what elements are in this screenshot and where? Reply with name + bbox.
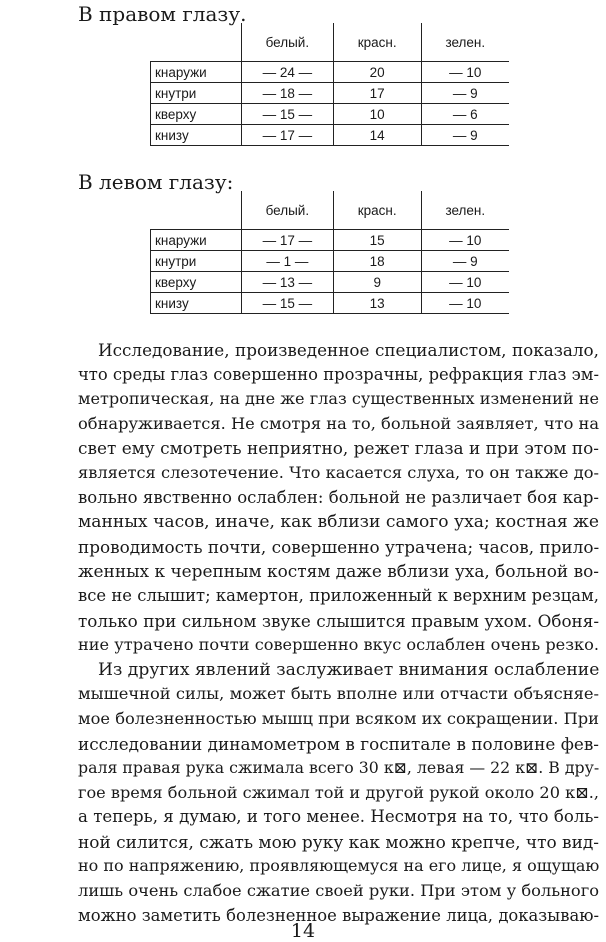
cell-red: 17	[333, 83, 421, 104]
cell-white: — 17 —	[241, 125, 333, 146]
text-line: что среды глаз совершенно прозрачны, рефракция глаз эм-	[78, 364, 599, 384]
table-row	[151, 83, 510, 104]
row-label: кнутри	[151, 83, 242, 104]
cell-white: — 1 —	[241, 251, 333, 272]
right-eye-table	[150, 23, 509, 146]
text-line: а теперь, я думаю, и того менее. Несмотря на то, что боль-	[78, 807, 599, 827]
table-row	[151, 125, 510, 146]
text-line: лишь очень слабое сжатие своей руки. При этом у больного	[78, 881, 599, 901]
cell-white: — 18 —	[241, 83, 333, 104]
text-line: только при сильном звуке слышится правым ухом. Обоня-	[78, 610, 599, 631]
cell-white: — 15 —	[241, 293, 333, 314]
text-line: метропическая, на дне же глаз существенных изменений не	[78, 389, 599, 409]
cell-green: — 10	[421, 230, 509, 251]
text-line: мышечной силы, может быть вполне или отчасти объясняе-	[78, 684, 599, 704]
text-line: можно заметить болезненное выражение лица, доказываю-	[78, 905, 599, 925]
cell-green: — 9	[421, 125, 509, 146]
cell-red: 18	[333, 251, 421, 272]
text-line: исследовании динамометром в госпитале в половине фев-	[78, 733, 599, 754]
table-row	[151, 293, 510, 314]
cell-red: 10	[333, 104, 421, 125]
text-line: манных часов, иначе, как вблизи самого уха; костная же	[78, 512, 599, 533]
table-corner-cell	[151, 23, 242, 62]
table-row	[151, 104, 510, 125]
left-eye-caption: В левом глазу:	[78, 170, 234, 194]
table-row	[151, 251, 510, 272]
cell-green: — 9	[421, 83, 509, 104]
row-label: кнаружи	[151, 230, 242, 251]
text-line: является слезотечение. Что касается слуха, то он также до-	[78, 462, 599, 482]
row-label: книзу	[151, 293, 242, 314]
text-line: Из других явлений заслуживает внимания ослабление	[98, 659, 600, 680]
cell-white: — 13 —	[241, 272, 333, 293]
row-label: кверху	[151, 272, 242, 293]
table-header-row	[151, 191, 510, 230]
cell-red: 15	[333, 230, 421, 251]
text-line: свет ему смотреть неприятно, режет глаза и при этом по-	[78, 438, 599, 459]
cell-red: 13	[333, 293, 421, 314]
text-line: все не слышит; камертон, приложенный к верхним резцам,	[78, 585, 599, 605]
body-text	[78, 338, 599, 928]
text-line: Исследование, произведенное специалистом, показало,	[98, 340, 599, 360]
text-line: раля правая рука сжимала всего 30 к⊠, левая — 22 к⊠. В дру-	[78, 758, 600, 778]
cell-green: — 6	[421, 104, 509, 125]
right-eye-caption: В правом глазу.	[78, 2, 247, 26]
text-line: гое время больной сжимал той и другой рукой около 20 к⊠.,	[78, 782, 599, 802]
cell-green: — 10	[421, 272, 509, 293]
text-line: но по напряжению, проявляющемуся на его лице, я ощущаю	[78, 856, 600, 876]
row-label: кверху	[151, 104, 242, 125]
table-corner-cell	[151, 191, 242, 230]
table-header-row	[151, 23, 510, 62]
row-label: книзу	[151, 125, 242, 146]
text-line: женных к черепным костям даже вблизи уха, больной во-	[78, 561, 599, 582]
page-number: 14	[290, 920, 316, 942]
cell-white: — 24 —	[241, 62, 333, 83]
left-eye-table	[150, 191, 509, 314]
row-label: кнаружи	[151, 62, 242, 83]
table-row	[151, 62, 510, 83]
header-red: красн.	[333, 191, 421, 230]
cell-red: 20	[333, 62, 421, 83]
cell-red: 14	[333, 125, 421, 146]
cell-red: 9	[333, 272, 421, 293]
text-line: ние утрачено почти совершенно вкус ослаблен очень резко.	[78, 635, 599, 655]
row-label: кнутри	[151, 251, 242, 272]
cell-green: — 10	[421, 293, 509, 314]
text-line: ной силится, сжать мою руку как можно крепче, что вид-	[78, 831, 600, 852]
cell-green: — 9	[421, 251, 509, 272]
header-white: белый.	[241, 191, 333, 230]
table-row	[151, 272, 510, 293]
cell-white: — 17 —	[241, 230, 333, 251]
cell-white: — 15 —	[241, 104, 333, 125]
header-white: белый.	[241, 23, 333, 62]
table-row	[151, 230, 510, 251]
text-line: проводимость почти, совершенно утрачена; часов, прило-	[78, 536, 600, 557]
header-green: зелен.	[421, 23, 509, 62]
header-green: зелен.	[421, 191, 509, 230]
header-red: красн.	[333, 23, 421, 62]
text-line: обнаруживается. Не смотря на то, больной заявляет, что на	[78, 413, 600, 433]
cell-green: — 10	[421, 62, 509, 83]
text-line: мое болезненностью мышц при всяком их сокращении. При	[78, 708, 599, 728]
text-line: вольно явственно ослаблен: больной не различает боя кар-	[78, 487, 599, 507]
